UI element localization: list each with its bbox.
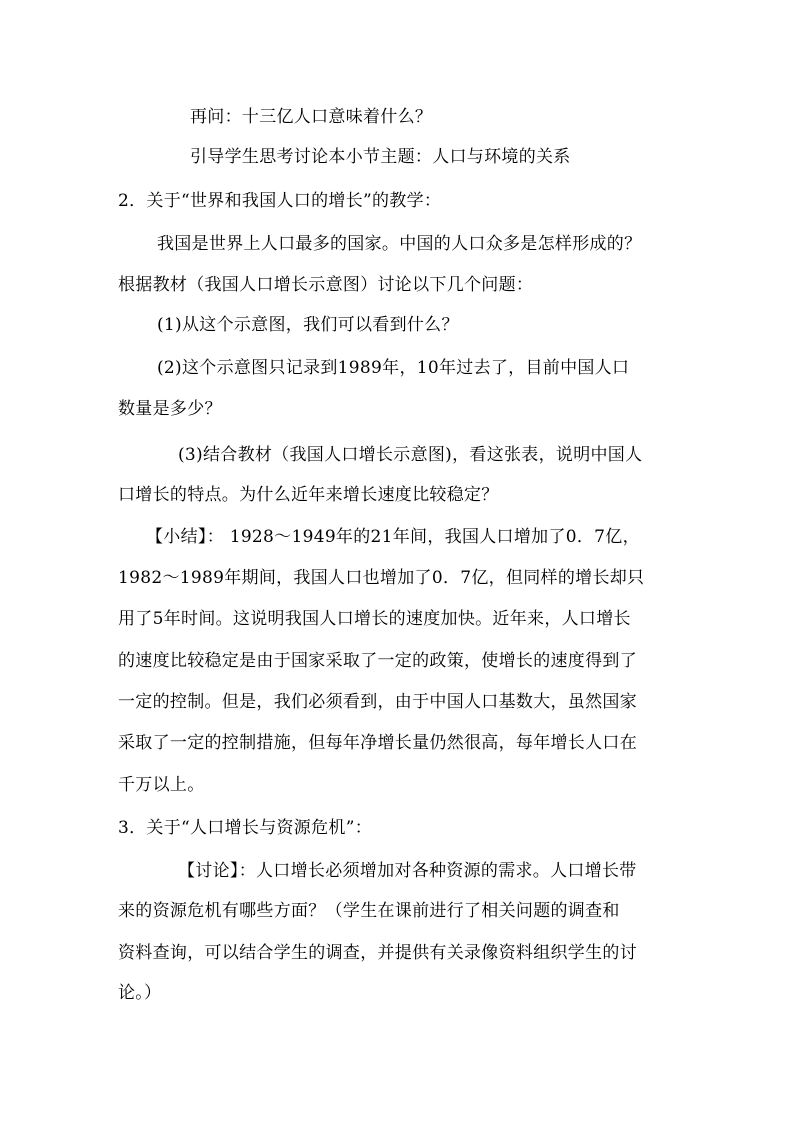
section-heading: 2．关于“世界和我国人口的增长”的教学： bbox=[118, 191, 442, 211]
text-line: 数量是多少？ bbox=[118, 399, 222, 419]
question-item: (1)从这个示意图，我们可以看到什么？ bbox=[157, 315, 459, 335]
text-line: 根据教材（我国人口增长示意图）讨论以下几个问题： bbox=[118, 275, 534, 295]
text-line: 口增长的特点。为什么近年来增长速度比较稳定？ bbox=[118, 485, 499, 505]
text-line: 论。） bbox=[118, 983, 162, 1003]
discussion-line: 【讨论】：人口增长必须增加对各种资源的需求。人口增长带 bbox=[178, 861, 637, 881]
text-line: 1982～1989年期间，我国人口也增加了0．7亿，但同样的增长却只 bbox=[118, 568, 645, 588]
text-line: 用了5年时间。这说明我国人口增长的速度加快。近年来，人口增长 bbox=[118, 609, 631, 629]
text-line: 引导学生思考讨论本小节主题：人口与环境的关系 bbox=[190, 147, 571, 167]
summary-line: 【小结】： 1928～1949年的21年间，我国人口增加了0．7亿， bbox=[146, 527, 640, 547]
question-item: (3)结合教材（我国人口增长示意图)，看这张表，说明中国人 bbox=[178, 445, 643, 465]
text-line: 采取了一定的控制措施，但每年净增长量仍然很高，每年增长人口在 bbox=[118, 733, 637, 753]
text-line: 千万以上。 bbox=[118, 775, 205, 795]
section-heading: 3．关于“人口增长与资源危机”： bbox=[118, 818, 372, 838]
question-item: (2)这个示意图只记录到1989年，10年过去了，目前中国人口 bbox=[157, 358, 630, 378]
text-line: 的速度比较稳定是由于国家采取了一定的政策，使增长的速度得到了 bbox=[118, 651, 637, 671]
text-line: 我国是世界上人口最多的国家。中国的人口众多是怎样形成的？ bbox=[157, 234, 642, 254]
text-line: 一定的控制。但是，我们必须看到，由于中国人口基数大，虽然国家 bbox=[118, 692, 637, 712]
text-line: 资料查询，可以结合学生的调查，并提供有关录像资料组织学生的讨 bbox=[118, 943, 637, 963]
text-line: 来的资源危机有哪些方面？（学生在课前进行了相关问题的调查和 bbox=[118, 901, 620, 921]
text-line: 再问：十三亿人口意味着什么？ bbox=[190, 107, 433, 127]
